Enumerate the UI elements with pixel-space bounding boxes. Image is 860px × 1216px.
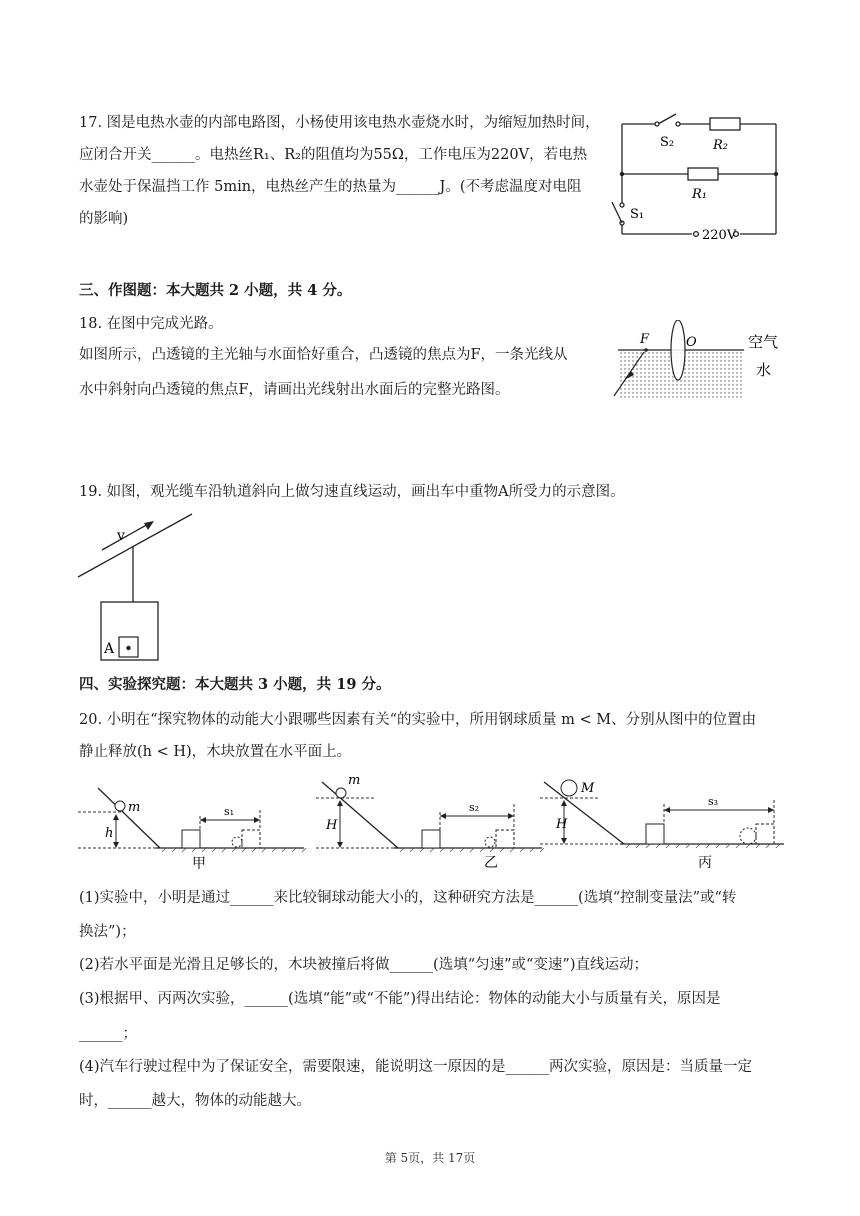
q17-line-3: 水壶处于保温挡工作 5min，电热丝产生的热量为______J。(不考虑温度对电阻 (79, 179, 582, 195)
q19-line-1: 19. 如图，观光缆车沿轨道斜向上做匀速直线运动，画出车中重物A所受力的示意图。 (79, 484, 625, 500)
label-distance: s₃ (708, 795, 719, 808)
label-center: O (686, 335, 697, 350)
caption-yi: 乙 (484, 855, 498, 871)
q17-line-1: 17. 图是电热水壶的内部电路图，小杨使用该电热水壶烧水时，为缩短加热时间， (79, 115, 600, 131)
q18-line-3: 水中斜射向凸透镜的焦点F，请画出光线射出水面后的完整光路图。 (79, 382, 510, 398)
q20-sub-line-1: (1)实验中，小明是通过______来比较铜球动能大小的，这种研究方法是______(选填“控制变量法”或“转 (79, 890, 737, 906)
label-r1: R₁ (692, 187, 707, 202)
circuit-diagram (600, 108, 790, 243)
label-velocity: v (117, 528, 125, 544)
q20-sub-line-4: (3)根据甲、丙两次实验，______(选填“能”或“不能”)得出结论：物体的动能大小与质量有关，原因是 (79, 991, 721, 1007)
experiment-figure-bing (538, 770, 788, 872)
label-ball: M (581, 781, 595, 796)
label-distance: s₂ (469, 801, 480, 814)
label-focus: F (640, 332, 650, 347)
label-distance: s₁ (224, 805, 235, 818)
label-ball: m (128, 800, 141, 815)
q20-sub-line-5: ______； (79, 1026, 137, 1042)
label-ball: m (348, 773, 361, 788)
q20-sub-line-3: (2)若水平面是光滑且足够长的，木块被撞后将做______(选填“匀速”或“变速”)直线运动； (79, 957, 649, 973)
q20-sub-line-7: 时，______越大，物体的动能越大。 (79, 1093, 311, 1109)
label-height: h (105, 826, 114, 841)
label-s2: S₂ (660, 135, 675, 150)
cable-car-diagram (74, 510, 199, 665)
caption-jia: 甲 (192, 856, 206, 872)
label-height: H (326, 818, 338, 833)
label-voltage: 220V (702, 228, 737, 243)
page-footer: 第 5页，共 17页 (384, 1151, 476, 1165)
label-object-a: A (104, 641, 115, 657)
q20-line-2: 静止释放(h < H)，木块放置在水平面上。 (79, 744, 352, 760)
q18-line-2: 如图所示，凸透镜的主光轴与水面恰好重合，凸透镜的焦点为F，一条光线从 (79, 347, 568, 363)
label-water: 水 (756, 361, 772, 379)
q18-line-1: 18. 在图中完成光路。 (79, 316, 223, 332)
experiment-figure-jia (76, 780, 308, 872)
caption-bing: 丙 (698, 855, 712, 871)
q17-line-2: 应闭合开关______。电热丝R₁、R₂的阻值均为55Ω，工作电压为220V，若电热 (79, 147, 588, 163)
q17-line-4: 的影响) (79, 211, 129, 227)
label-s1: S₁ (630, 207, 645, 222)
label-r2: R₂ (713, 138, 728, 153)
q20-line-1: 20. 小明在“探究物体的动能大小跟哪些因素有关“的实验中，所用钢球质量 m < M、分别从图中的位置由 (79, 712, 757, 728)
experiment-figure-yi (314, 770, 546, 872)
section3-heading: 三、作图题：本大题共 2 小题，共 4 分。 (79, 282, 352, 299)
section4-heading: 四、实验探究题：本大题共 3 小题，共 19 分。 (79, 676, 391, 693)
label-height: H (556, 817, 568, 832)
q20-sub-line-2: 换法”)； (79, 924, 136, 940)
q20-sub-line-6: (4)汽车行驶过程中为了保证安全，需要限速，能说明这一原因的是______两次实验，原因是：当质量一定 (79, 1059, 753, 1075)
lens-diagram (604, 320, 794, 402)
label-air: 空气 (748, 333, 779, 351)
